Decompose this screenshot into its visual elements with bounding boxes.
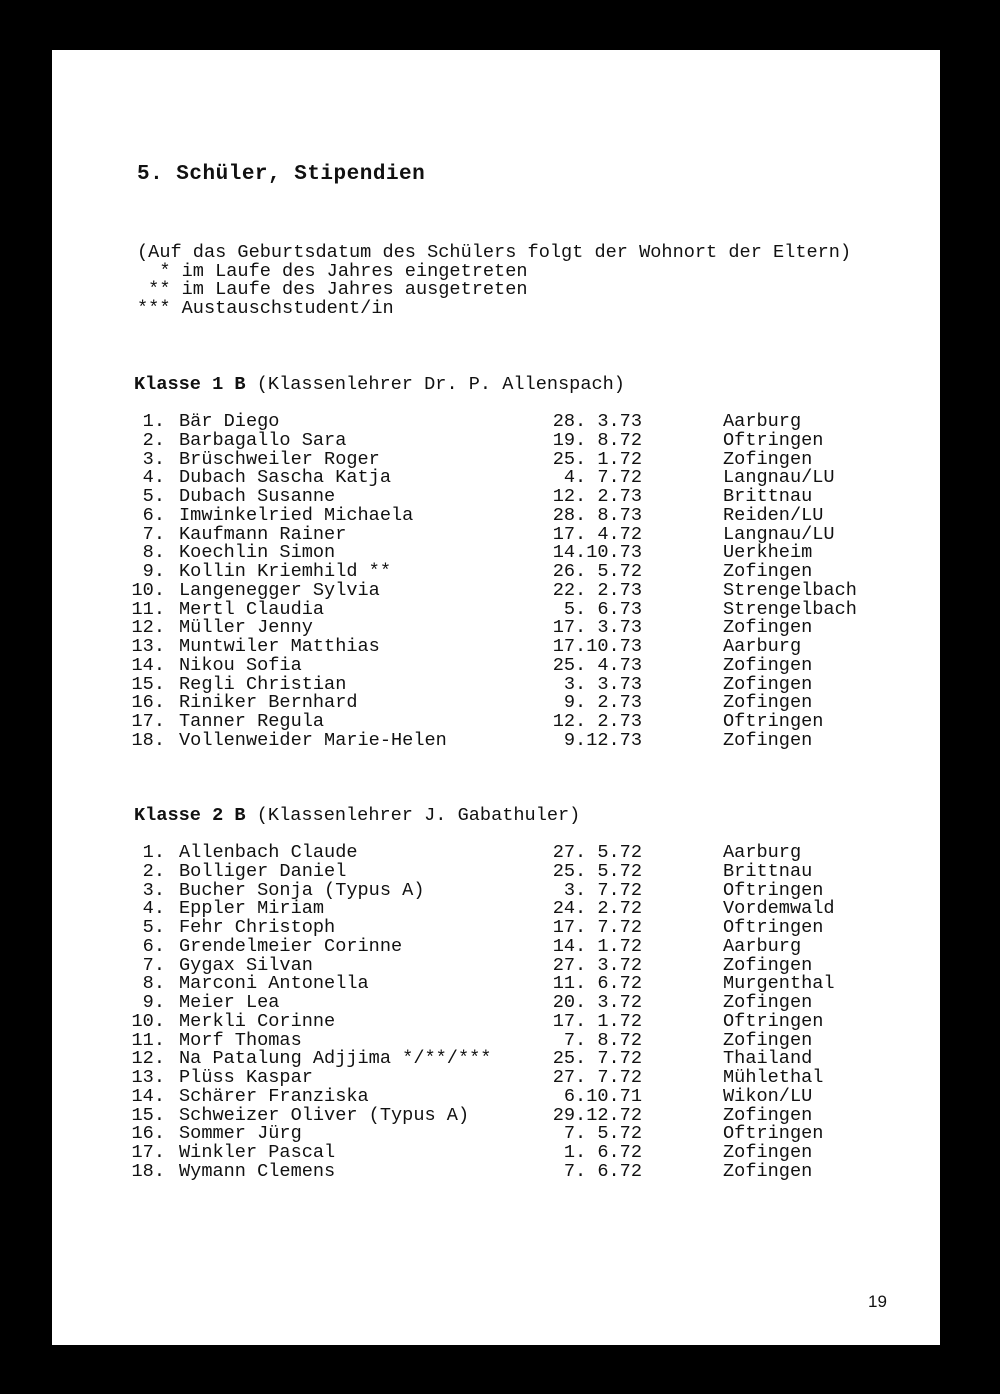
intro-line: * im Laufe des Jahres eingetreten — [137, 260, 528, 282]
student-num: 12. — [131, 1048, 165, 1070]
student-place: Thailand — [723, 1048, 813, 1070]
student-date: 12. 2.73 — [552, 486, 642, 507]
student-row — [52, 413, 940, 432]
student-date: 14. 1.72 — [552, 935, 642, 957]
student-name: Riniker Bernhard — [179, 692, 358, 714]
student-name: Müller Jenny — [179, 617, 313, 639]
student-place: Strengelbach — [723, 598, 857, 620]
student-date: 28. 3.73 — [552, 411, 642, 432]
class-label: Klasse 2 B — [134, 805, 246, 826]
student-num: 15. — [131, 1104, 165, 1126]
intro-line: *** Austauschstudent/in — [137, 298, 394, 320]
student-row — [52, 935, 940, 957]
student-name: Gygax Silvan — [179, 954, 313, 976]
student-name: Schärer Franziska — [179, 1085, 369, 1107]
student-num: 4. — [142, 898, 165, 920]
student-num: 2. — [142, 429, 165, 451]
student-place: Oftringen — [723, 711, 824, 732]
student-list — [52, 413, 940, 751]
student-place: Oftringen — [723, 1123, 824, 1145]
student-name: Dubach Sascha Katja — [179, 467, 392, 489]
student-name: Langenegger Sylvia — [179, 579, 380, 601]
student-date: 19. 8.72 — [552, 429, 642, 451]
class-heading — [134, 374, 625, 395]
student-num: 17. — [131, 1142, 165, 1163]
student-num: 12. — [131, 617, 165, 639]
student-row — [52, 1010, 940, 1032]
student-date: 3. 3.73 — [563, 673, 642, 695]
student-date: 7. 6.72 — [563, 1160, 642, 1182]
student-name: Eppler Miriam — [179, 898, 325, 920]
student-num: 1. — [142, 411, 165, 432]
student-num: 1. — [142, 842, 165, 863]
student-name: Vollenweider Marie-Helen — [179, 729, 447, 751]
student-num: 5. — [142, 917, 165, 938]
student-name: Barbagallo Sara — [179, 429, 347, 451]
student-row — [52, 638, 940, 657]
student-place: Strengelbach — [723, 579, 857, 601]
student-row — [52, 994, 940, 1013]
student-date: 9.12.73 — [563, 729, 642, 751]
student-name: Bolliger Daniel — [179, 860, 347, 882]
student-place: Wikon/LU — [723, 1085, 813, 1107]
student-place: Zofingen — [723, 992, 813, 1013]
student-place: Vordemwald — [723, 898, 835, 920]
student-num: 3. — [142, 879, 165, 901]
student-date: 7. 5.72 — [563, 1123, 642, 1145]
student-place: Mühlethal — [723, 1067, 824, 1088]
student-name: Plüss Kaspar — [179, 1067, 313, 1088]
student-name: Mertl Claudia — [179, 598, 325, 620]
student-place: Zofingen — [723, 448, 813, 470]
student-place: Zofingen — [723, 1142, 813, 1163]
student-name: Meier Lea — [179, 992, 280, 1013]
student-place: Zofingen — [723, 1104, 813, 1126]
student-row — [52, 563, 940, 582]
student-name: Merkli Corinne — [179, 1010, 336, 1032]
section-title: 5. Schüler, Stipendien — [137, 163, 426, 186]
student-date: 14.10.73 — [552, 542, 642, 564]
student-place: Zofingen — [723, 673, 813, 695]
student-date: 7. 8.72 — [563, 1029, 642, 1051]
student-num: 18. — [131, 729, 165, 751]
student-num: 3. — [142, 448, 165, 470]
student-date: 28. 8.73 — [552, 504, 642, 526]
student-row — [52, 504, 940, 526]
student-row — [52, 429, 940, 451]
student-num: 8. — [142, 542, 165, 564]
student-row — [52, 919, 940, 938]
student-date: 25. 1.72 — [552, 448, 642, 470]
student-row — [52, 654, 940, 676]
student-date: 9. 2.73 — [563, 692, 642, 714]
student-name: Bucher Sonja (Typus A) — [179, 879, 425, 901]
student-name: Kaufmann Rainer — [179, 523, 347, 545]
student-date: 27. 3.72 — [552, 954, 642, 976]
student-num: 13. — [131, 1067, 165, 1088]
student-place: Zofingen — [723, 954, 813, 976]
student-place: Murgenthal — [723, 973, 835, 995]
student-num: 14. — [131, 654, 165, 676]
student-num: 4. — [142, 467, 165, 489]
student-num: 6. — [142, 935, 165, 957]
class-label: Klasse 1 B — [134, 374, 246, 395]
student-date: 6.10.71 — [563, 1085, 642, 1107]
student-name: Morf Thomas — [179, 1029, 302, 1051]
student-date: 20. 3.72 — [552, 992, 642, 1013]
student-date: 27. 7.72 — [552, 1067, 642, 1088]
student-place: Reiden/LU — [723, 504, 824, 526]
intro-notes — [137, 244, 851, 319]
student-date: 5. 6.73 — [563, 598, 642, 620]
student-date: 17. 1.72 — [552, 1010, 642, 1032]
student-date: 4. 7.72 — [563, 467, 642, 489]
student-date: 22. 2.73 — [552, 579, 642, 601]
student-place: Langnau/LU — [723, 523, 835, 545]
student-num: 9. — [142, 561, 165, 582]
student-name: Schweizer Oliver (Typus A) — [179, 1104, 470, 1126]
student-date: 17. 3.73 — [552, 617, 642, 639]
student-name: Dubach Susanne — [179, 486, 336, 507]
student-place: Aarburg — [723, 411, 802, 432]
student-row — [52, 1085, 940, 1107]
student-name: Tanner Regula — [179, 711, 325, 732]
student-num: 16. — [131, 692, 165, 714]
student-name: Koechlin Simon — [179, 542, 336, 564]
student-name: Muntwiler Matthias — [179, 636, 380, 657]
student-row — [52, 488, 940, 507]
student-num: 9. — [142, 992, 165, 1013]
student-place: Zofingen — [723, 617, 813, 639]
student-place: Oftringen — [723, 917, 824, 938]
student-name: Nikou Sofia — [179, 654, 302, 676]
student-row — [52, 729, 940, 751]
student-row — [52, 713, 940, 732]
student-date: 24. 2.72 — [552, 898, 642, 920]
student-name: Grendelmeier Corinne — [179, 935, 403, 957]
student-row — [52, 844, 940, 863]
student-name: Brüschweiler Roger — [179, 448, 380, 470]
student-date: 27. 5.72 — [552, 842, 642, 863]
student-place: Zofingen — [723, 729, 813, 751]
student-num: 15. — [131, 673, 165, 695]
student-num: 18. — [131, 1160, 165, 1182]
student-name: Kollin Kriemhild ** — [179, 561, 392, 582]
student-date: 25. 4.73 — [552, 654, 642, 676]
student-date: 17. 7.72 — [552, 917, 642, 938]
student-date: 26. 5.72 — [552, 561, 642, 582]
student-name: Fehr Christoph — [179, 917, 336, 938]
student-date: 29.12.72 — [552, 1104, 642, 1126]
student-date: 25. 7.72 — [552, 1048, 642, 1070]
student-list — [52, 844, 940, 1182]
student-date: 12. 2.73 — [552, 711, 642, 732]
student-place: Uerkheim — [723, 542, 813, 564]
class-teacher: (Klassenlehrer J. Gabathuler) — [245, 805, 581, 826]
student-place: Oftringen — [723, 1010, 824, 1032]
student-row — [52, 1069, 940, 1088]
class-heading — [134, 805, 580, 826]
student-place: Zofingen — [723, 654, 813, 676]
student-row — [52, 860, 940, 882]
intro-line: (Auf das Geburtsdatum des Schülers folgt der Wohnort der Eltern) — [137, 242, 852, 263]
student-place: Aarburg — [723, 636, 802, 657]
student-row — [52, 579, 940, 601]
student-name: Imwinkelried Michaela — [179, 504, 414, 526]
student-place: Oftringen — [723, 429, 824, 451]
intro-line: ** im Laufe des Jahres ausgetreten — [137, 279, 528, 301]
student-place: Zofingen — [723, 1160, 813, 1182]
student-place: Brittnau — [723, 486, 813, 507]
student-row — [52, 1144, 940, 1163]
student-name: Bär Diego — [179, 411, 280, 432]
student-place: Langnau/LU — [723, 467, 835, 489]
student-date: 25. 5.72 — [552, 860, 642, 882]
student-place: Zofingen — [723, 1029, 813, 1051]
student-num: 7. — [142, 954, 165, 976]
student-num: 6. — [142, 504, 165, 526]
student-name: Marconi Antonella — [179, 973, 369, 995]
student-num: 16. — [131, 1123, 165, 1145]
student-num: 17. — [131, 711, 165, 732]
student-num: 5. — [142, 486, 165, 507]
student-name: Sommer Jürg — [179, 1123, 302, 1145]
student-date: 17. 4.72 — [552, 523, 642, 545]
student-row — [52, 1160, 940, 1182]
student-name: Regli Christian — [179, 673, 347, 695]
student-name: Winkler Pascal — [179, 1142, 336, 1163]
student-date: 17.10.73 — [552, 636, 642, 657]
student-num: 10. — [131, 1010, 165, 1032]
student-date: 1. 6.72 — [563, 1142, 642, 1163]
student-place: Zofingen — [723, 561, 813, 582]
student-date: 3. 7.72 — [563, 879, 642, 901]
class-teacher: (Klassenlehrer Dr. P. Allenspach) — [245, 374, 625, 395]
student-place: Aarburg — [723, 935, 802, 957]
student-num: 13. — [131, 636, 165, 657]
student-date: 11. 6.72 — [552, 973, 642, 995]
student-place: Brittnau — [723, 860, 813, 882]
student-num: 7. — [142, 523, 165, 545]
student-num: 2. — [142, 860, 165, 882]
student-num: 14. — [131, 1085, 165, 1107]
student-num: 8. — [142, 973, 165, 995]
student-place: Oftringen — [723, 879, 824, 901]
student-num: 10. — [131, 579, 165, 601]
student-name: Na Patalung Adjjima */**/*** — [179, 1048, 492, 1070]
student-num: 11. — [131, 1029, 165, 1051]
student-num: 11. — [131, 598, 165, 620]
student-place: Zofingen — [723, 692, 813, 714]
page-number: 19 — [868, 1292, 887, 1311]
student-name: Allenbach Claude — [179, 842, 358, 863]
student-place: Aarburg — [723, 842, 802, 863]
document-page — [52, 50, 940, 1345]
student-name: Wymann Clemens — [179, 1160, 336, 1182]
